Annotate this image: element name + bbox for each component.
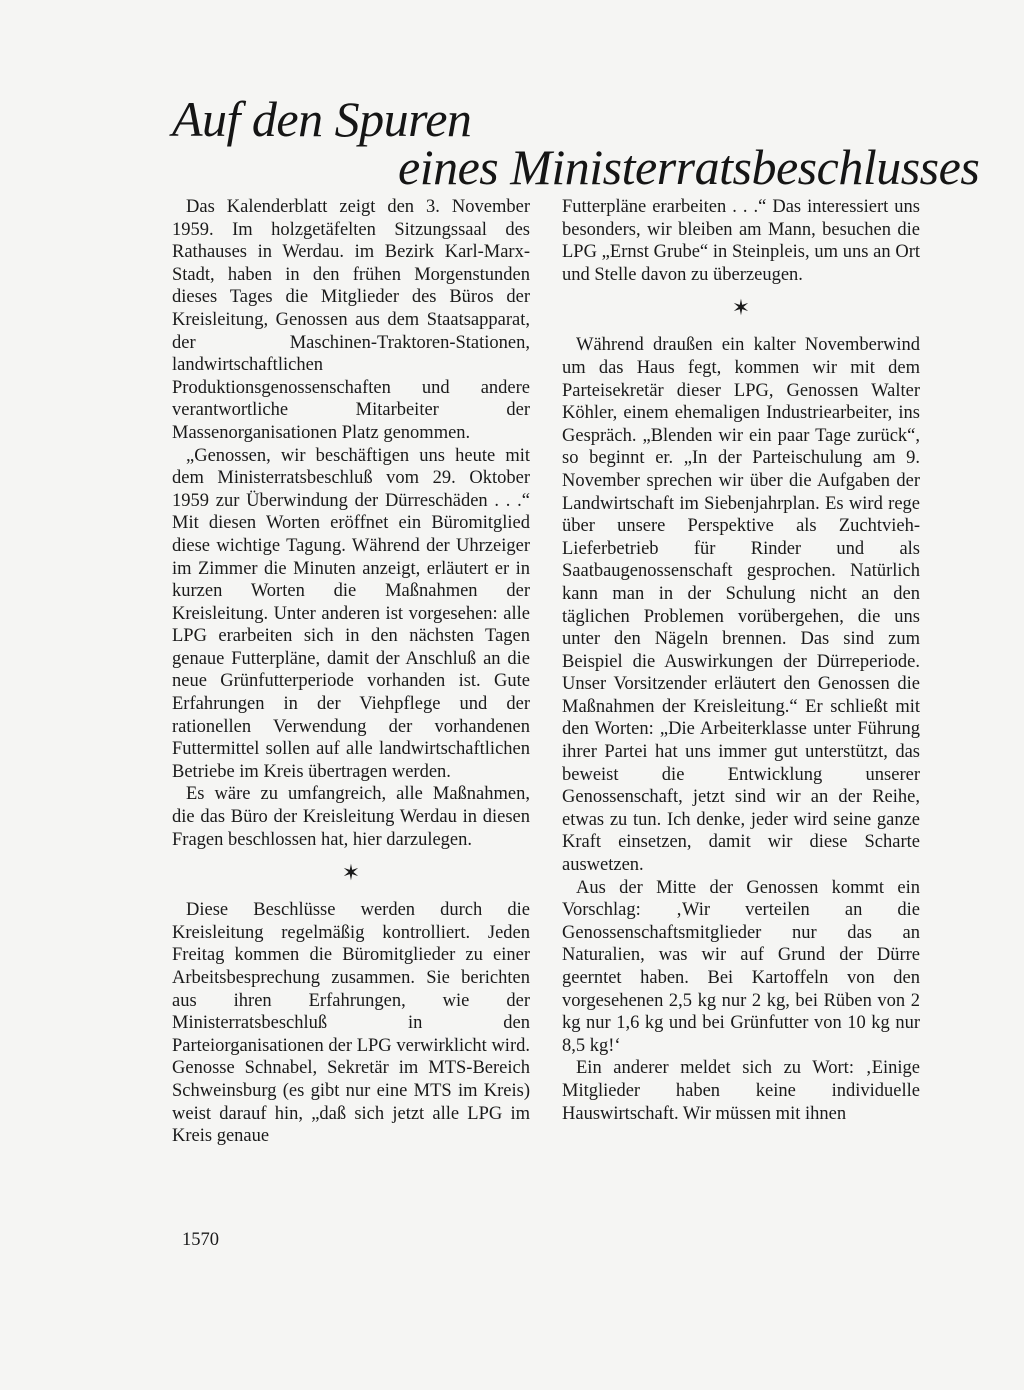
paragraph-left-1: Das Kalenderblatt zeigt den 3. November 1959. Im holzgetäfelten Sitzungssaal des Rathauses in Werdau. im Bezirk Karl-Marx-Stadt, haben in den frühen Morgenstunden dieses Tages die Mitglieder des Büros der Kreisleitung, Genossen aus dem Staatsapparat, der Maschinen-Traktoren-Stationen, landwirtschaftlichen Produktionsgenossenschaften und andere verantwortliche Mitarbeiter der Massenorganisationen Platz genommen.: [172, 197, 530, 443]
paragraph-right-3: Aus der Mitte der Genossen kommt ein Vorschlag: ‚Wir verteilen an die Genossenschaftsmitglieder nur das an Naturalien, was wir auf Grund der Dürre geerntet haben. Bei Kartoffeln von den vorgesehenen 2,5 kg nur 2 kg, bei Rüben von 2 kg nur 1,6 kg und bei Grünfutter von 10 kg nur 8,5 kg!‘: [562, 877, 920, 1056]
left-column: [172, 196, 530, 1148]
section-separator-star-icon: ✶: [731, 296, 751, 322]
page-number: 1570: [182, 1230, 219, 1250]
article-title-line-1: Auf den Spuren: [172, 91, 472, 147]
paragraph-left-3: Es wäre zu umfangreich, alle Maßnahmen, die das Büro der Kreisleitung Werdau in diesen Fragen beschlossen hat, hier darzulegen.: [172, 784, 530, 850]
paragraph-right-1: Futterpläne erarbeiten . . .“ Das interessiert uns besonders, wir bleiben am Mann, besuchen die LPG „Ernst Grube“ in Steinpleis, um uns an Ort und Stelle davon zu überzeugen.: [562, 197, 920, 285]
paragraph-right-4: Ein anderer meldet sich zu Wort: ‚Einige Mitglieder haben keine individuelle Hauswirtschaft. Wir müssen mit ihnen: [562, 1058, 920, 1124]
paragraph-left-2: „Genossen, wir beschäftigen uns heute mit dem Ministerratsbeschluß vom 29. Oktober 1959 zur Überwindung der Dürreschäden . . .“ Mit diesen Worten eröffnet ein Büromitglied diese wichtige Tagung. Während der Uhrzeiger im Zimmer die Minuten anzeigt, erläutert er in kurzen Worten die Maßnahmen der Kreisleitung. Unter anderen ist vorgesehen: alle LPG erarbeiten sich in den nächsten Tagen genaue Futterpläne, damit der Anschluß an die neue Grünfutterperiode vorhanden ist. Gute Erfahrungen in der Viehpflege und der rationellen Verwendung der vorhandenen Futtermittel sollen auf alle landwirtschaftlichen Betriebe im Kreis übertragen werden.: [172, 445, 530, 782]
article-title-line-2: eines Ministerratsbeschlusses: [398, 139, 980, 195]
paragraph-left-4: Diese Beschlüsse werden durch die Kreisleitung regelmäßig kontrolliert. Jeden Freitag kommen die Büromitglieder zu einer Arbeitsbesprechung zusammen. Sie berichten aus ihren Erfahrungen, wie der Ministerratsbeschluß in den Parteiorganisationen der LPG verwirklicht wird. Genosse Schnabel, Sekretär im MTS-Bereich Schweinsburg (es gibt nur eine MTS im Kreis) weist darauf hin, „daß sich jetzt alle LPG im Kreis genaue: [172, 900, 530, 1147]
section-separator-star-icon: ✶: [341, 861, 361, 887]
right-column: [562, 196, 920, 1125]
paragraph-right-2: Während draußen ein kalter Novemberwind um das Haus fegt, kommen wir mit dem Parteisekretär dieser LPG, Genossen Walter Köhler, einem ehemaligen Industriearbeiter, ins Gespräch. „Blenden wir ein paar Tage zurück“, so beginnt er. „In der Parteischulung am 9. November sprechen wir über die Aufgaben der Landwirtschaft im Siebenjahrplan. Es wird rege über unsere Perspektive als Zuchtvieh-Lieferbetrieb für Rinder und als Saatbaugenossenschaft gesprochen. Natürlich kann man in der Schulung nicht an den täglichen Problemen vorübergehen, die uns unter den Nägeln brennen. Das sind zum Beispiel die Auswirkungen der Dürreperiode. Unser Vorsitzender erläutert den Genossen die Maßnahmen der Kreisleitung.“ Er schließt mit den Worten: „Die Arbeiterklasse unter Führung ihrer Partei hat uns immer gut unterstützt, das beweist die Entwicklung unserer Genossenschaft, jetzt sind wir an der Reihe, etwas zu tun. Ich denke, jeder wird seine ganze Kraft einsetzen, damit wir diese Scharte auswetzen.: [562, 335, 920, 876]
